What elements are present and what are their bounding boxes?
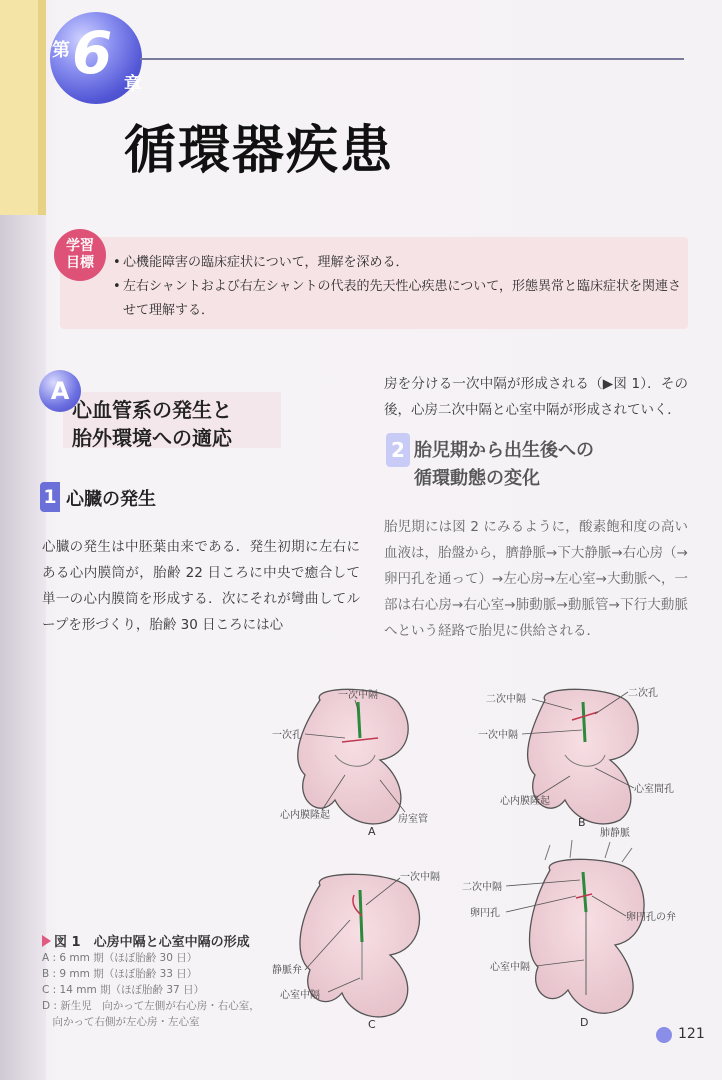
chapter-prefix: 第: [52, 40, 70, 61]
subsection-1-badge: 1: [40, 482, 60, 512]
figure-1-diagram: [250, 680, 690, 1030]
continued-text: 房を分ける一次中隔が形成される（▶図 1）．その後，心房二次中隔と心室中隔が形成されていく．: [384, 376, 688, 418]
chapter-tab: [0, 0, 46, 215]
figure-caption-title: 図 1 心房中隔と心室中隔の形成: [54, 935, 250, 950]
label-b-secondary-septum: 二次中隔: [486, 694, 526, 705]
label-a-av-canal: 房室管: [398, 814, 428, 825]
subsection-2-title: [414, 437, 594, 493]
figure-note: A : 6 mm 期（ほぼ胎齢 30 日）: [42, 952, 198, 964]
section-a-title-line2: 胎外環境への適応: [72, 426, 232, 450]
section-a-badge: A: [39, 370, 81, 412]
subsection-1-text: 心臓の発生は中胚葉由来である．発生初期に左右にある心内膜筒が，胎齢 22 日ころに中央で癒合して単一の心内膜筒を形成する．次にそれが彎曲してループを形づくり，胎齢 30 日ころには心: [42, 539, 360, 633]
label-b-secondary-foramen: 二次孔: [628, 688, 658, 699]
goal-item: • 左右シャントおよび右左シャントの代表的先天性心疾患について，形態異常と臨床症状を関連させて理解する．: [113, 275, 683, 323]
label-a-endocardial-cushion: 心内膜隆起: [280, 810, 330, 821]
learning-goals-badge: [54, 229, 106, 281]
panel-letter-c: C: [368, 1018, 376, 1030]
label-d-secondary-septum: 二次中隔: [462, 882, 502, 893]
figure-note: C : 14 mm 期（ほぼ胎齢 37 日）: [42, 984, 205, 996]
chapter-suffix: 章: [124, 74, 142, 95]
label-c-primary-septum: 一次中隔: [400, 872, 440, 883]
label-b-primary-septum: 一次中隔: [478, 730, 518, 741]
panel-letter-b: B: [578, 816, 586, 829]
figure-note: B : 9 mm 期（ほぼ胎齢 33 日）: [42, 968, 198, 980]
panel-letter-d: D: [580, 1016, 589, 1029]
section-a-title: [72, 396, 232, 452]
label-b-interventricular-foramen: 心室間孔: [634, 784, 674, 795]
label-a-primary-septum: 一次中隔: [338, 690, 378, 701]
goals-badge-line1: 学習: [66, 238, 94, 254]
label-d-ventricular-septum: 心室中隔: [490, 962, 530, 973]
label-b-cardiac-cushion: 心内膜隆起: [500, 796, 550, 807]
label-a-primary-foramen: 一次孔: [272, 730, 302, 741]
label-c-ventricular-septum: 心室中隔: [280, 990, 320, 1001]
goal-item: • 心機能障害の臨床症状について，理解を深める．: [113, 251, 683, 275]
label-d-pulmonary-vein: 肺静脈: [600, 828, 630, 839]
chapter-rule: [140, 58, 684, 60]
panel-d: [529, 840, 644, 1013]
figure-notes: [42, 950, 272, 1030]
label-d-foramen-ovale: 卵円孔: [470, 908, 500, 919]
figure-caption-marker: [42, 935, 51, 947]
page-number: 121: [678, 1026, 705, 1042]
learning-goals-list: [113, 251, 683, 323]
subsection-2-title-line1: 胎児期から出生後への: [414, 440, 594, 461]
figure-note: 向かって右側が左心房・左心室: [42, 1016, 200, 1028]
subsection-2-title-line2: 循環動態の変化: [414, 468, 540, 489]
figure-note: D : 新生児 向かって左側が右心房・右心室，: [42, 1000, 260, 1012]
subsection-1-title: 心臓の発生: [66, 489, 156, 510]
panel-a: [298, 689, 408, 824]
section-a-title-line1: 心血管系の発生と: [72, 398, 232, 422]
chapter-number: 6: [72, 19, 113, 87]
chapter-title: 循環器疾患: [124, 121, 395, 181]
goals-badge-line2: 目標: [66, 255, 94, 271]
subsection-2-text: 胎児期には図 2 にみるように，酸素飽和度の高い血液は，胎盤から，臍静脈→下大静脈→右心房（→卵円孔を通って）→左心房→左心室→大動脈へ，一部は右心房→右心室→肺動脈→動脈管→下行大動脈へという経路で胎児に供給される．: [384, 519, 688, 639]
panel-letter-a: A: [368, 825, 376, 838]
label-d-valve-of-foramen-ovale: 卵円孔の弁: [626, 912, 676, 923]
page-number-dot: [656, 1027, 672, 1043]
subsection-2-badge: 2: [386, 433, 410, 467]
label-c-venous-valve: 静脈弁: [272, 965, 302, 976]
